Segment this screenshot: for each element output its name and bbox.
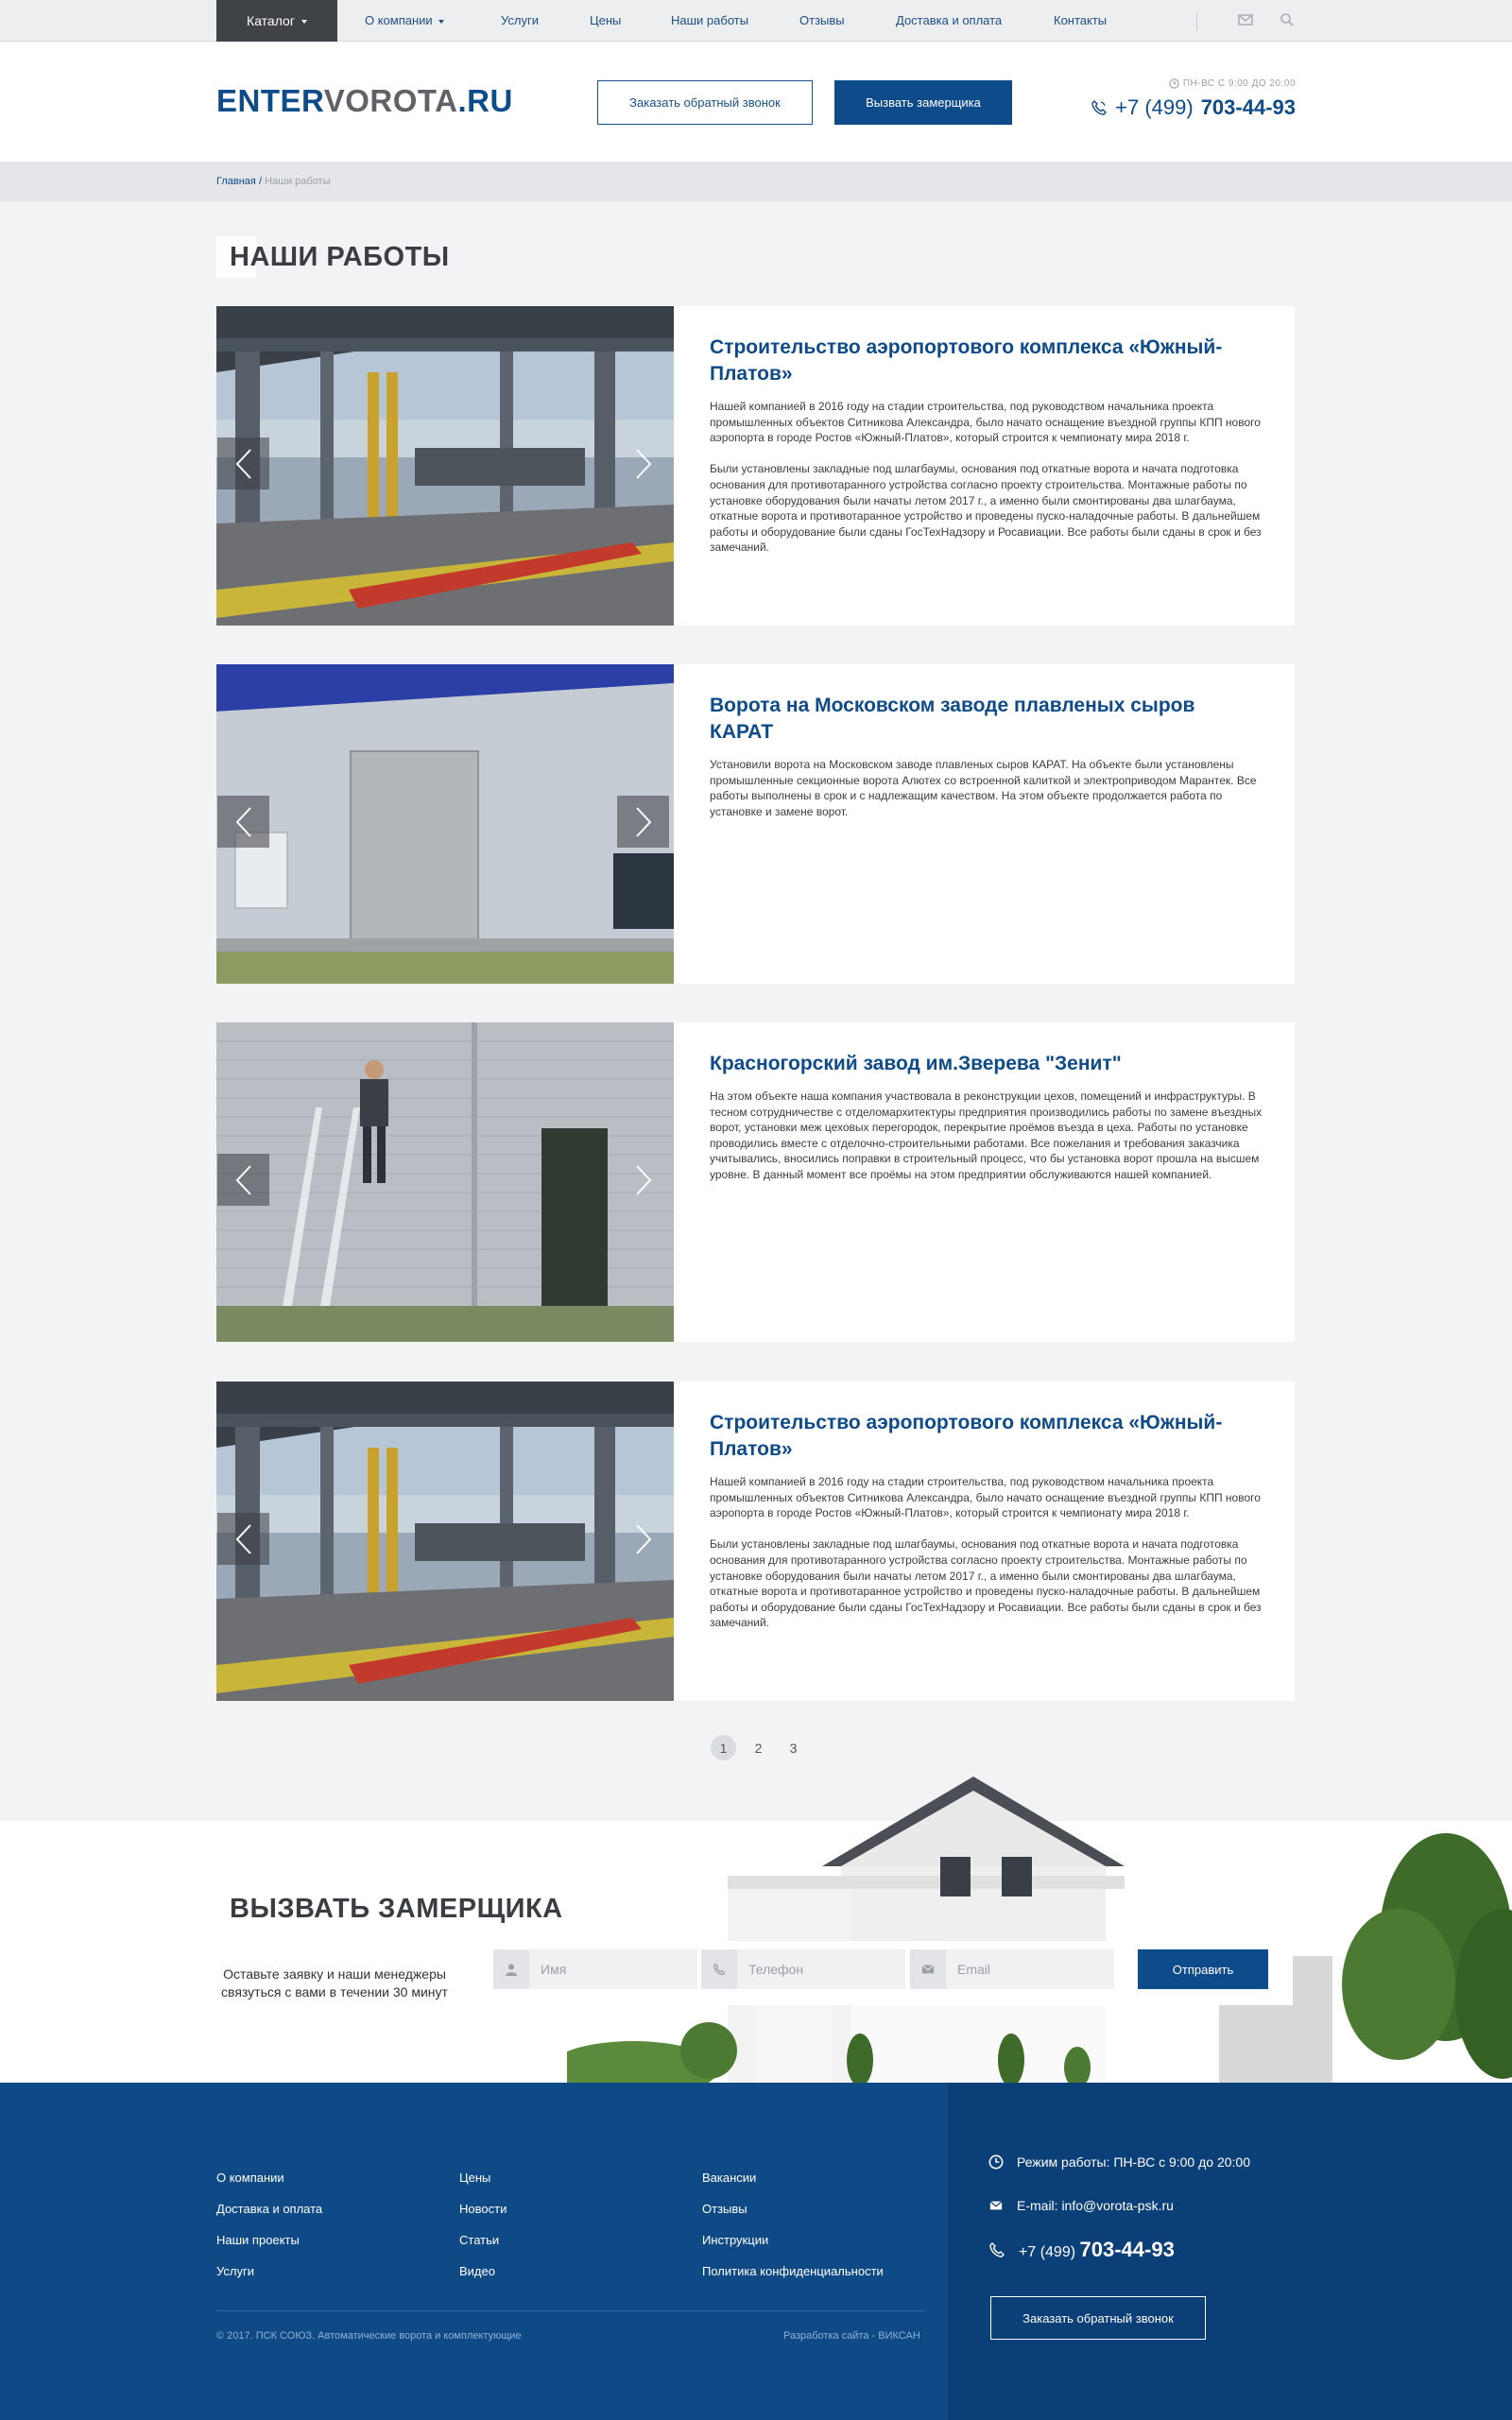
email-placeholder: Email bbox=[957, 1962, 991, 1977]
footer-link[interactable]: Видео bbox=[459, 2264, 495, 2278]
nav-label: О компании bbox=[365, 13, 433, 27]
site-footer bbox=[0, 2083, 1512, 2420]
footer-hours bbox=[988, 2154, 1250, 2170]
slider-next-button[interactable] bbox=[617, 796, 669, 848]
footer-divider bbox=[216, 2310, 925, 2311]
footer-link[interactable]: Отзывы bbox=[702, 2202, 747, 2216]
page-title-text: НАШИ РАБОТЫ bbox=[230, 242, 450, 272]
clock-icon bbox=[988, 2154, 1004, 2170]
footer-link[interactable]: Инструкции bbox=[702, 2233, 769, 2247]
name-placeholder: Имя bbox=[541, 1962, 567, 1977]
hours-text: ПН-ВС С 9:00 ДО 20:00 bbox=[1182, 78, 1296, 89]
footer-link[interactable]: Услуги bbox=[216, 2264, 254, 2278]
site-logo[interactable] bbox=[216, 83, 513, 119]
footer-phone[interactable] bbox=[988, 2238, 1175, 2262]
callback-button[interactable]: Заказать обратный звонок bbox=[597, 80, 813, 125]
footer-column-1 bbox=[216, 2162, 322, 2287]
slider-prev-button[interactable] bbox=[217, 438, 269, 489]
nav-item-reviews[interactable]: Отзывы bbox=[799, 13, 845, 27]
slider-prev-button[interactable] bbox=[217, 1513, 269, 1565]
send-button[interactable]: Отправить bbox=[1138, 1949, 1268, 1989]
work-title[interactable]: Ворота на Московском заводе плавленых сыров КАРАТ bbox=[710, 695, 1195, 743]
footer-callback-button[interactable]: Заказать обратный звонок bbox=[990, 2296, 1206, 2340]
work-title[interactable]: Строительство аэропортового комплекса «Южный-Платов» bbox=[710, 1412, 1223, 1460]
breadcrumb-separator: / bbox=[258, 176, 262, 187]
work-title[interactable]: Строительство аэропортового комплекса «Южный-Платов» bbox=[710, 336, 1223, 385]
catalog-menu-button[interactable] bbox=[216, 0, 337, 42]
slider-next-button[interactable] bbox=[617, 1154, 669, 1206]
name-input[interactable] bbox=[493, 1949, 697, 1989]
work-title[interactable]: Красногорский завод им.Зверева "Зенит" bbox=[710, 1053, 1122, 1074]
footer-column-3 bbox=[702, 2162, 884, 2287]
footer-link[interactable]: Статьи bbox=[459, 2233, 500, 2247]
phone-placeholder: Телефон bbox=[748, 1962, 804, 1977]
footer-link[interactable]: Вакансии bbox=[702, 2171, 757, 2185]
page-link-2[interactable]: 2 bbox=[754, 1740, 763, 1756]
chevron-down-icon bbox=[301, 20, 307, 24]
breadcrumb bbox=[0, 162, 1512, 201]
footer-email-text: E-mail: info@vorota-psk.ru bbox=[1017, 2198, 1174, 2213]
footer-phone-number: 703-44-93 bbox=[1079, 2238, 1175, 2261]
footer-phone-prefix: +7 (499) bbox=[1019, 2244, 1076, 2260]
nav-item-delivery[interactable]: Доставка и оплата bbox=[896, 13, 1003, 27]
phone-input[interactable] bbox=[701, 1949, 905, 1989]
work-photo-airport bbox=[216, 306, 674, 626]
footer-link[interactable]: Наши проекты bbox=[216, 2233, 300, 2247]
work-photo-airport bbox=[216, 1382, 674, 1701]
catalog-label: Каталог bbox=[247, 13, 295, 28]
phone-icon bbox=[1091, 99, 1108, 116]
work-photo-zenit bbox=[216, 1022, 674, 1342]
phone-icon bbox=[988, 2241, 1005, 2258]
logo-text: ENTER bbox=[216, 83, 324, 118]
measure-title-text: ВЫЗВАТЬ ЗАМЕРЩИКА bbox=[230, 1894, 563, 1924]
work-description: Нашей компанией в 2016 году на стадии строительства, под руководством начальника проекта промышленных объектов Ситникова Александра, было начато оснащение въездной группы КПП нового аэропорта в городе Ростов «Южный-Платов», который строится к чемпионату мира 2018 г. Были установлены закладные под шлагбаумы, основания под откатные ворота и начата подготовка основания для противотаранного устройства согласно проекту строительства. Монтажные работы по установке оборудования были начаты летом 2017 г., а именно были смонтированы два шлагбаума, откатные ворота и противотаранное устройство и проведены пуско-наладочные работы. В дальнейшем работы и оборудование были сданы ГосТехНадзору и Росавиации. Все работы были сданы в срок и без замечаний. bbox=[710, 400, 1262, 555]
measure-subtitle: Оставьте заявку и наши менеджеры связуться с вами в течении 30 минут bbox=[221, 1966, 448, 2000]
mail-icon bbox=[910, 1949, 946, 1989]
slider-next-button[interactable] bbox=[617, 1513, 669, 1565]
footer-link[interactable]: Доставка и оплата bbox=[216, 2202, 323, 2216]
work-photo-karat bbox=[216, 664, 674, 984]
page-title bbox=[230, 242, 450, 273]
measure-form bbox=[477, 1941, 1293, 2005]
work-description: На этом объекте наша компания участвовала в реконструкции цехов, помещений и инфраструктуры. В тесном сотрудничестве с отделомархитектуры предприятия производились работы по замене въездных ворот, установки меж цеховых перегородок, перекрытие проёмов въезда в цеха. Работы по установке проводились вместе с отделочно-строительными работами. Все пожелания и требования заказчика учитывались, вносились поправки в строительный процесс, что бы установка ворот прошла на высшем уровне. В данный момент все проёмы на этом предприятии обслуживаются нашей компанией. bbox=[710, 1090, 1263, 1181]
slider-next-button[interactable] bbox=[617, 438, 669, 489]
footer-link[interactable]: Цены bbox=[459, 2171, 491, 2185]
nav-item-works[interactable]: Наши работы bbox=[671, 13, 749, 27]
work-card bbox=[216, 664, 1295, 984]
nav-item-about[interactable] bbox=[365, 0, 444, 42]
email-input[interactable] bbox=[910, 1949, 1114, 1989]
footer-link[interactable]: Новости bbox=[459, 2202, 507, 2216]
measure-title bbox=[230, 1894, 563, 1925]
site-header bbox=[0, 43, 1512, 162]
breadcrumb-current: Наши работы bbox=[265, 176, 331, 187]
chevron-down-icon bbox=[438, 20, 444, 24]
footer-link[interactable]: Политика конфиденциальности bbox=[702, 2264, 884, 2278]
work-hours bbox=[1169, 78, 1296, 89]
work-card bbox=[216, 306, 1295, 626]
slider-prev-button[interactable] bbox=[217, 796, 269, 848]
page-link-1[interactable]: 1 bbox=[711, 1735, 736, 1760]
work-description: Установили ворота на Московском заводе плавленых сыров КАРАТ. На объекте были установлены промышленные секционные ворота Алютех со встроенной калиткой и электроприводом Марантек. Все работы выполнены в срок и с надлежащим качеством. На этом объекте продолжается работа по установке и замене ворот. bbox=[710, 758, 1257, 818]
clock-icon bbox=[1169, 78, 1179, 89]
work-card bbox=[216, 1022, 1295, 1342]
call-measurer-button[interactable]: Вызвать замерщика bbox=[834, 80, 1012, 125]
nav-divider bbox=[1196, 13, 1197, 30]
nav-item-prices[interactable]: Цены bbox=[590, 13, 622, 27]
phone-number: 703-44-93 bbox=[1200, 95, 1296, 119]
developer-link[interactable]: Разработка сайта - ВИКСАН bbox=[783, 2330, 920, 2342]
breadcrumb-home-link[interactable]: Главная bbox=[216, 176, 256, 187]
footer-email[interactable] bbox=[988, 2198, 1174, 2213]
footer-column-2 bbox=[459, 2162, 507, 2287]
nav-item-services[interactable]: Услуги bbox=[501, 13, 539, 27]
header-phone[interactable] bbox=[1091, 95, 1296, 120]
nav-item-contacts[interactable]: Контакты bbox=[1054, 13, 1108, 27]
logo-text: .RU bbox=[457, 83, 513, 118]
work-card bbox=[216, 1382, 1295, 1701]
page-link-3[interactable]: 3 bbox=[789, 1740, 798, 1756]
user-icon bbox=[493, 1949, 529, 1989]
footer-hours-text: Режим работы: ПН-ВС с 9:00 до 20:00 bbox=[1017, 2154, 1250, 2170]
phone-icon bbox=[701, 1949, 737, 1989]
mail-icon[interactable] bbox=[1238, 12, 1255, 29]
top-navigation bbox=[0, 0, 1512, 42]
footer-link[interactable]: О компании bbox=[216, 2171, 284, 2185]
work-description: Нашей компанией в 2016 году на стадии строительства, под руководством начальника проекта промышленных объектов Ситникова Александра, было начато оснащение въездной группы КПП нового аэропорта в городе Ростов «Южный-Платов», который строится к чемпионату мира 2018 г. Были установлены закладные под шлагбаумы, основания под откатные ворота и начата подготовка основания для противотаранного устройства согласно проекту строительства. Монтажные работы по установке оборудования были начаты летом 2017 г., а именно были смонтированы два шлагбаума, откатные ворота и противотаранное устройство и проведены пуско-наладочные работы. В дальнейшем работы и оборудование были сданы ГосТехНадзору и Росавиации. Все работы были сданы в срок и без замечаний. bbox=[710, 1475, 1262, 1630]
phone-prefix: +7 (499) bbox=[1115, 95, 1194, 119]
search-icon[interactable] bbox=[1280, 12, 1297, 29]
copyright-text: © 2017. ПСК СОЮЗ. Автоматические ворота и комплектующие bbox=[216, 2330, 522, 2342]
pagination bbox=[711, 1735, 806, 1760]
mail-icon bbox=[988, 2199, 1004, 2212]
logo-text: VOROTA bbox=[323, 83, 458, 118]
slider-prev-button[interactable] bbox=[217, 1154, 269, 1206]
